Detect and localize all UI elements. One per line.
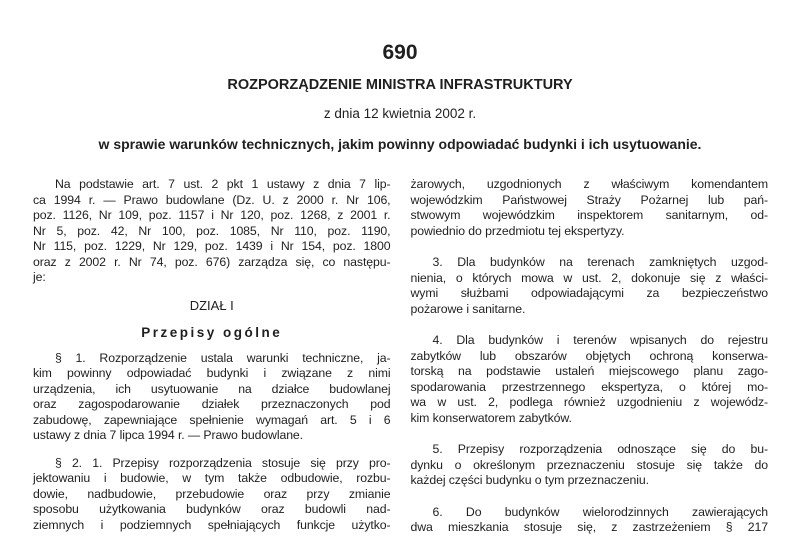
two-column-body [0, 177, 800, 537]
paragraph-section-1: § 1. Rozporządzenie ustala warunki techniczne, ja- kim powinny odpowiadać budynki i związane z nimi urządzenia, ich usytuowanie na działce budowlanej oraz zagospodarowanie działek przeznaczonych pod zabudowę, zapewniające spełnienie wymagań art. 5 i 6 ustawy z dnia 7 lipca 1994 r. — Prawo budowlane. [33, 350, 391, 442]
legal-basis-paragraph: Na podstawie art. 7 ust. 2 pkt 1 ustawy z dnia 7 lip- ca 1994 r. — Prawo budowlane (Dz. U. z 2000 r. Nr 106, poz. 1126, Nr 109, poz. 1157 i Nr 120, poz. 1268, z 2001 r. Nr 5, poz. 42, Nr 100, poz. 1085, Nr 110, poz. 1190, Nr 115, poz. 1229, Nr 129, poz. 1439 i Nr 154, poz. 1800 oraz z 2002 r. Nr 74, poz. 676) zarządza się, co następu- je: [33, 177, 391, 284]
document-header [0, 0, 800, 152]
paragraph-section-2: § 2. 1. Przepisy rozporządzenia stosuje się przy pro- jektowaniu i budowie, w tym także odbudowie, rozbu- dowie, nadbudowie, przebudowie oraz przy zmianie sposobu użytkowania budynków oraz budowli nad- ziemnych i podziemnych spełniających funkcje użytko- [33, 455, 391, 532]
left-column [33, 177, 391, 537]
paragraph-ust-6: 6. Do budynków wielorodzinnych zawierających dwa mieszkania stosuje się, z zastrzeżeniem § 217 [410, 504, 768, 534]
act-number: 690 [382, 41, 418, 64]
right-column [411, 177, 769, 537]
act-date-line: z dnia 12 kwietnia 2002 r. [323, 106, 477, 121]
act-subject: w sprawie warunków technicznych, jakim powinny odpowiadać budynki i ich usytuowanie. [98, 136, 702, 152]
paragraph-ust-5: 5. Przepisy rozporządzenia odnoszące się do bu- dynku o określonym przeznaczeniu stosuje się także do każdej części budynku o tym przeznaczeniu. [410, 442, 768, 487]
chapter-heading: Przepisy ogólne [141, 324, 283, 340]
paragraph-ust-3: 3. Dla budynków na terenach zamkniętych uzgod- nienia, o których mowa w ust. 2, dokonuje się z właści- wymi służbami odpowiadającymi za bezpieczeństwo pożarowe i sanitarne. [410, 255, 768, 316]
act-title: ROZPORZĄDZENIE MINISTRA INFRASTRUKTURY [227, 77, 573, 93]
division-heading: DZIAŁ I [189, 297, 234, 313]
paragraph-ust-4: 4. Dla budynków i terenów wpisanych do rejestru zabytków lub obszarów objętych ochroną konserwa- torską na podstawie ustaleń miejscowego planu zago- spodarowania przestrzennego ekspertyza, o której mo- wa w ust. 2, podlega również uzgodnieniu z wojewódz- kim konserwatorem zabytków. [410, 333, 768, 425]
continued-paragraph: żarowych, uzgodnionych z właściwym komendantem wojewódzkim Państwowej Straży Pożarnej lub pań- stwowym wojewódzkim inspektorem sanitarnym, od- powiednio do przedmiotu tej ekspertyzy. [410, 177, 768, 238]
